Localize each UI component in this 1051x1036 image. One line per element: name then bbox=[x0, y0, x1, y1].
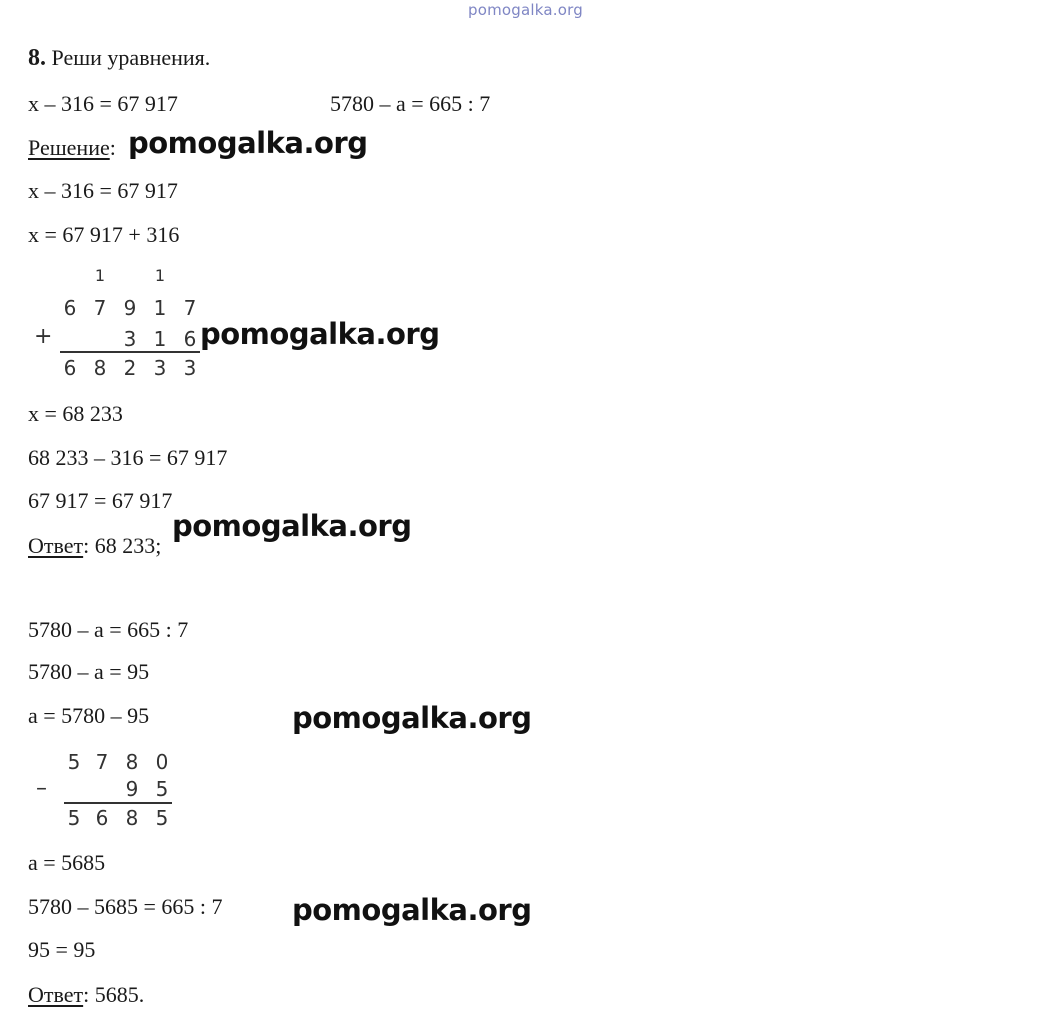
result-digit: 6 bbox=[95, 806, 109, 830]
part1-line-1: x – 316 = 67 917 bbox=[28, 178, 178, 203]
part2-line-3: a = 5780 – 95 bbox=[28, 703, 150, 728]
answer-value: : 5685. bbox=[83, 982, 145, 1007]
part1-check-1: 68 233 – 316 = 67 917 bbox=[28, 445, 228, 470]
carry-digit: 1 bbox=[94, 266, 106, 285]
part1-answer bbox=[28, 535, 161, 557]
top-digit: 6 bbox=[63, 296, 77, 320]
sum-line bbox=[60, 351, 200, 353]
top-digit: 7 bbox=[95, 750, 109, 774]
top-digit: 0 bbox=[155, 750, 169, 774]
column-subtraction bbox=[30, 748, 190, 833]
watermark-top: pomogalka.org bbox=[468, 1, 583, 19]
task-equation-2: 5780 – a = 665 : 7 bbox=[330, 91, 491, 116]
watermark: pomogalka.org bbox=[200, 317, 440, 351]
bottom-digit: 9 bbox=[125, 777, 139, 801]
task-header bbox=[28, 46, 210, 70]
part2-line-2: 5780 – a = 95 bbox=[28, 659, 150, 684]
result-digit: 8 bbox=[125, 806, 139, 830]
part2-check-1: 5780 – 5685 = 665 : 7 bbox=[28, 894, 223, 919]
carry-digit: 1 bbox=[154, 266, 166, 285]
result-digit: 8 bbox=[93, 356, 107, 380]
solution-label: Решение bbox=[28, 135, 110, 160]
solution-colon: : bbox=[109, 135, 116, 160]
top-digit: 5 bbox=[67, 750, 81, 774]
result-digit: 6 bbox=[63, 356, 77, 380]
answer-label: Ответ bbox=[28, 533, 84, 558]
part2-check-2: 95 = 95 bbox=[28, 937, 96, 962]
top-digit: 9 bbox=[123, 296, 137, 320]
part1-check-2: 67 917 = 67 917 bbox=[28, 488, 173, 513]
answer-label: Ответ bbox=[28, 982, 84, 1007]
solution-heading bbox=[28, 137, 116, 159]
answer-value: : 68 233; bbox=[83, 533, 162, 558]
watermark: pomogalka.org bbox=[128, 126, 368, 160]
watermark: pomogalka.org bbox=[172, 509, 412, 543]
result-digit: 3 bbox=[183, 356, 197, 380]
bottom-digit: 6 bbox=[183, 327, 197, 351]
top-digit: 7 bbox=[93, 296, 107, 320]
part2-answer bbox=[28, 984, 144, 1006]
watermark: pomogalka.org bbox=[292, 893, 532, 927]
part1-line-2: x = 67 917 + 316 bbox=[28, 222, 180, 247]
bottom-digit: 1 bbox=[153, 327, 167, 351]
top-digit: 1 bbox=[153, 296, 167, 320]
part2-line-4: a = 5685 bbox=[28, 850, 106, 875]
result-digit: 2 bbox=[123, 356, 137, 380]
result-digit: 5 bbox=[155, 806, 169, 830]
plus-sign: + bbox=[34, 324, 53, 349]
result-digit: 5 bbox=[67, 806, 81, 830]
part2-line-1: 5780 – a = 665 : 7 bbox=[28, 617, 189, 642]
task-equation-1: x – 316 = 67 917 bbox=[28, 91, 178, 116]
bottom-digit: 3 bbox=[123, 327, 137, 351]
watermark: pomogalka.org bbox=[292, 701, 532, 735]
task-number: 8. bbox=[28, 45, 46, 71]
column-addition bbox=[30, 268, 210, 383]
part1-line-3: x = 68 233 bbox=[28, 401, 123, 426]
task-text: Реши уравнения. bbox=[51, 45, 211, 70]
top-digit: 8 bbox=[125, 750, 139, 774]
minus-sign: – bbox=[36, 776, 47, 801]
bottom-digit: 5 bbox=[155, 777, 169, 801]
top-digit: 7 bbox=[183, 296, 197, 320]
result-digit: 3 bbox=[153, 356, 167, 380]
difference-line bbox=[64, 802, 172, 804]
